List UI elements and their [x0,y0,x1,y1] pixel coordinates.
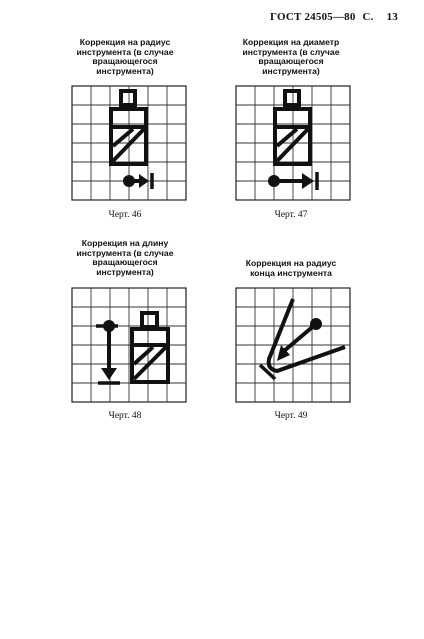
figure-48 [40,239,210,429]
tool-length-compensation-rotating-icon [71,287,187,403]
page-header [270,11,398,23]
standard-number: ГОСТ 24505—80 [270,11,356,23]
figure-title: Коррекция на радиус конца инструмента [245,258,337,278]
page-number: 13 [386,11,398,23]
page-label: С. [362,11,374,23]
tool-tip-radius-compensation-icon [235,287,351,403]
figure-title: Коррекция на радиус инструмента (в случае вращающегося инструмента) [76,37,174,76]
figure-title: Коррекция на длину инструмента (в случае вращающегося инструмента) [76,238,174,277]
tool-radius-compensation-rotating-icon [71,85,187,201]
figure-title: Коррекция на диаметр инструмента (в случае вращающегося инструмента) [242,37,340,76]
tool-diameter-compensation-rotating-icon [235,85,351,201]
figure-caption: Черт. 47 [274,210,308,220]
figure-caption: Черт. 48 [108,411,142,421]
figure-47 [206,38,376,228]
figure-caption: Черт. 49 [274,411,308,421]
figure-46 [40,38,210,228]
figure-caption: Черт. 46 [108,210,142,220]
figure-49 [206,259,376,429]
